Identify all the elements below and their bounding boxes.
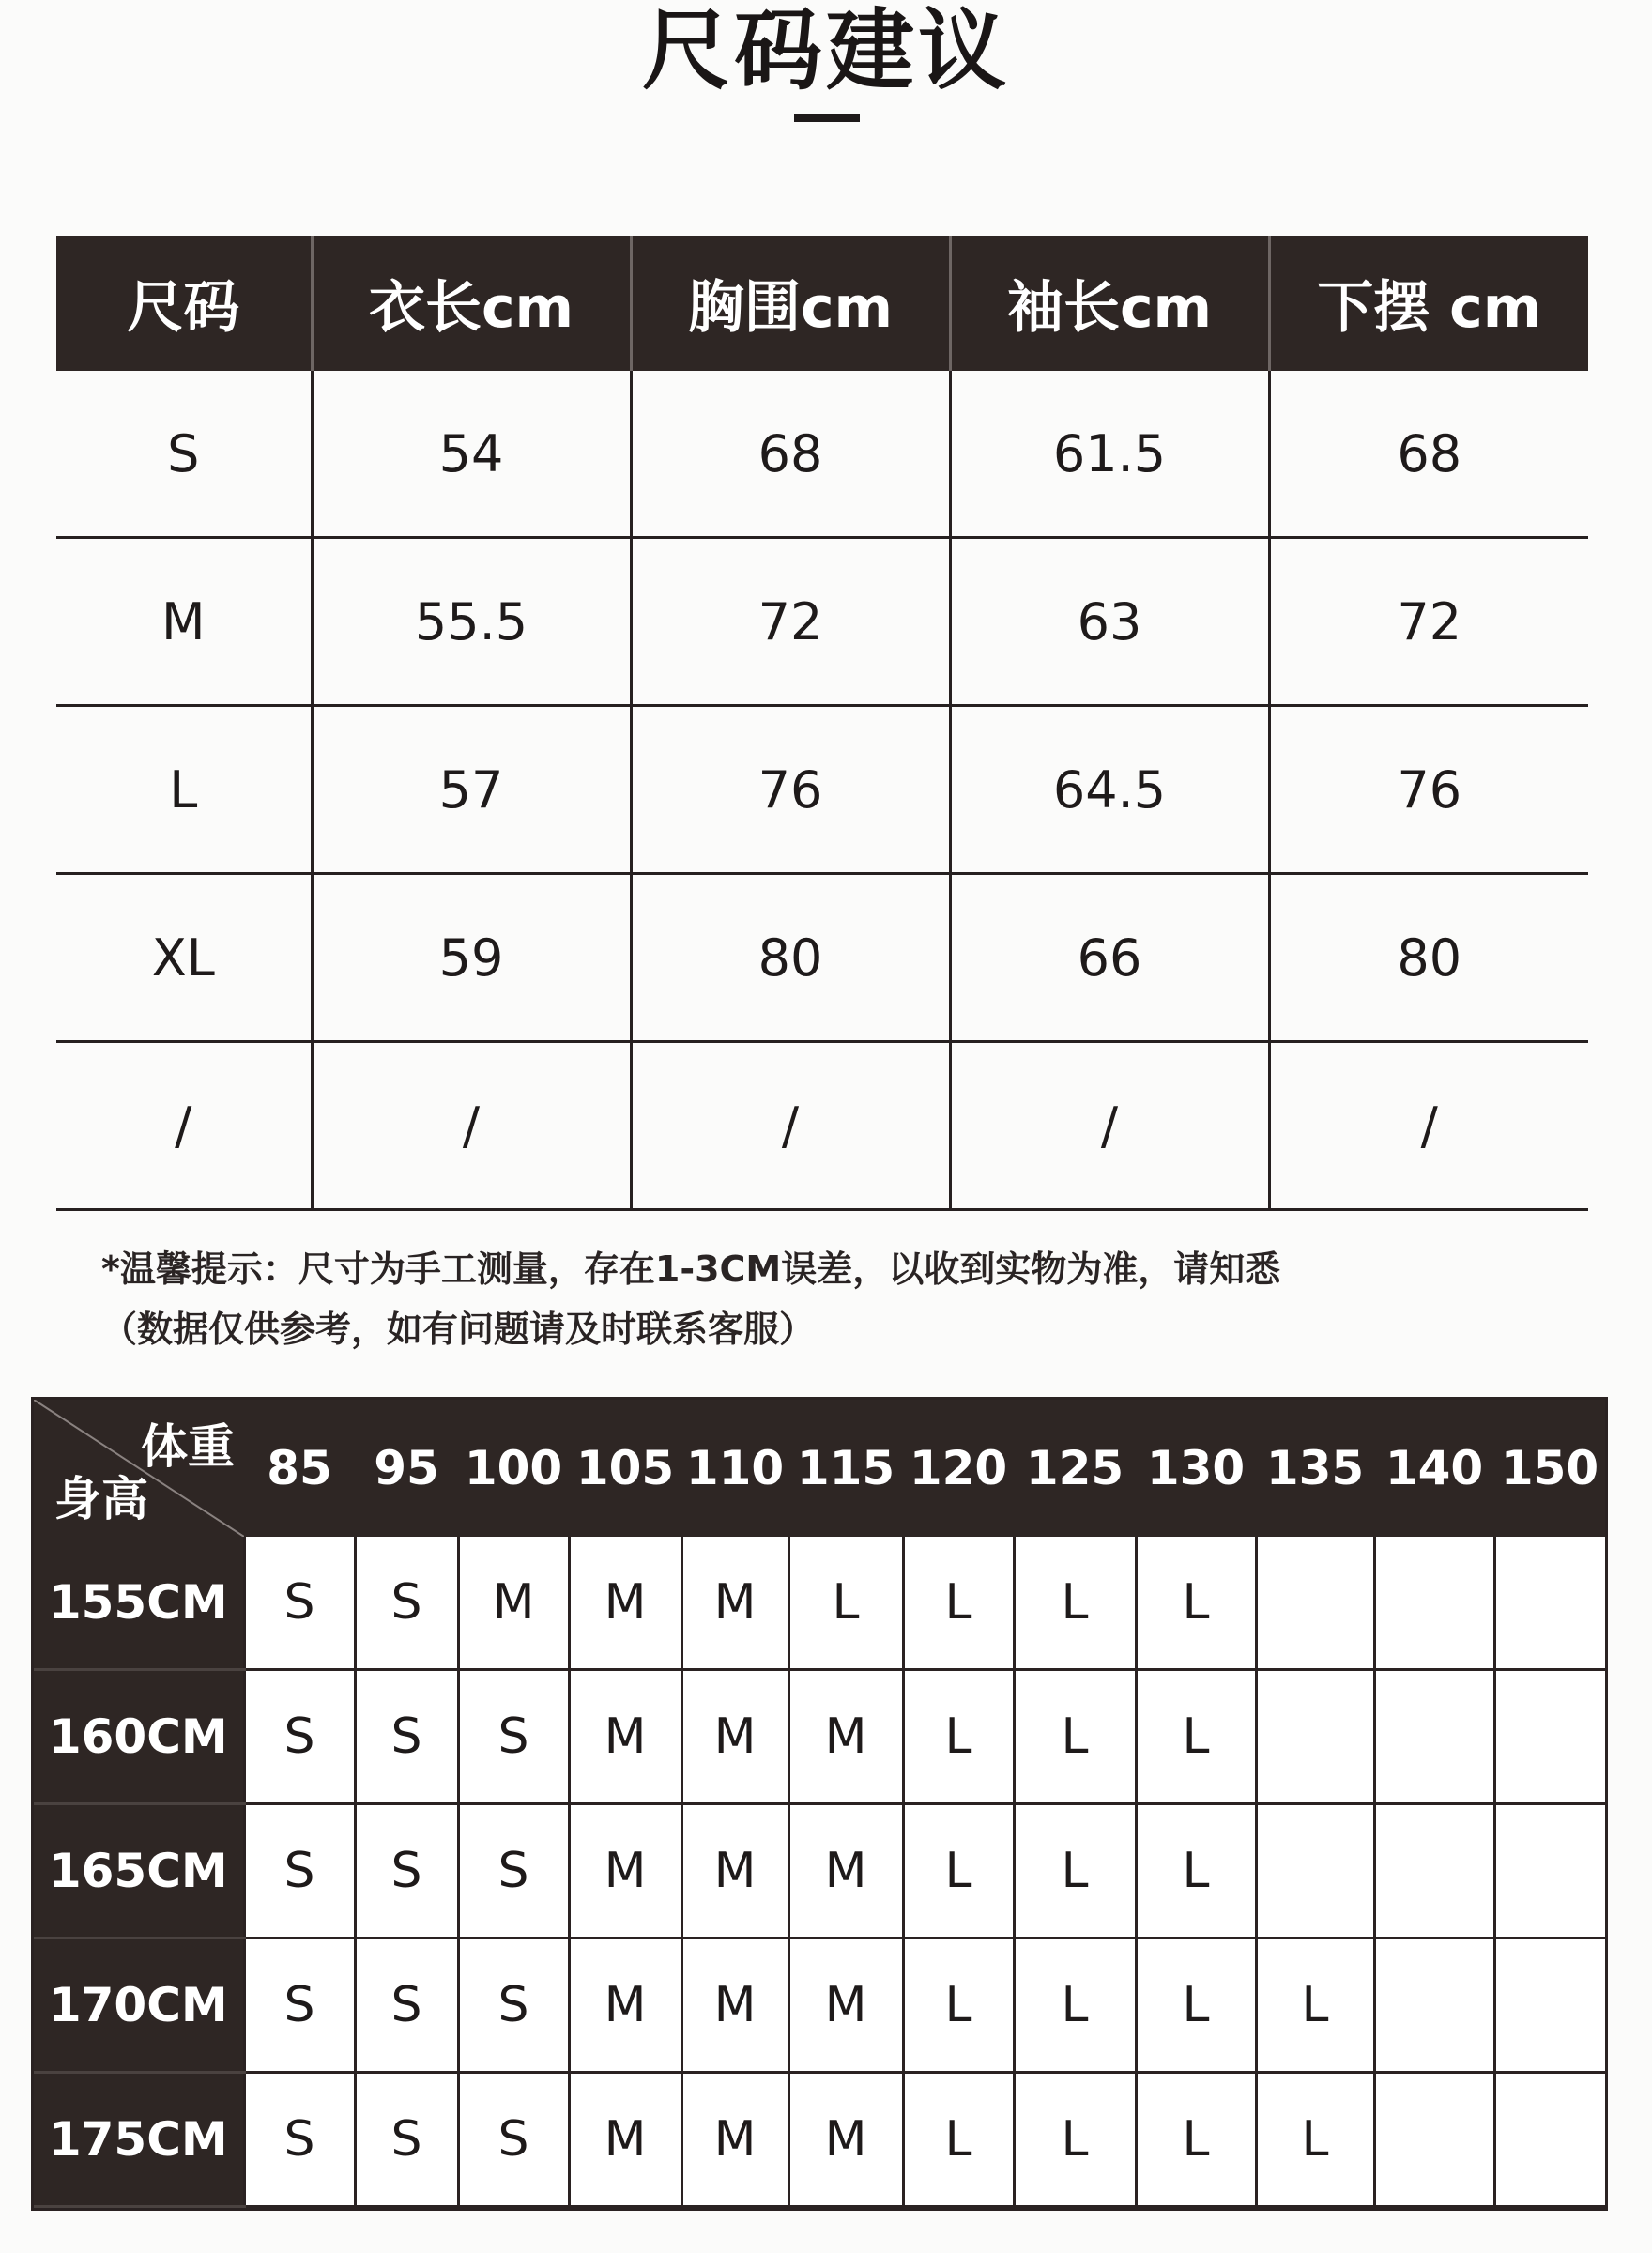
recommended-size-cell: S xyxy=(244,1670,355,1804)
note-line-2: （数据仅供参考，如有问题请及时联系客服） xyxy=(101,1309,816,1350)
weight-header: 100 xyxy=(458,1400,569,1537)
recommended-size-cell: M xyxy=(681,1939,788,2073)
height-cell: 165CM xyxy=(34,1804,244,1939)
header-length: 衣长cm xyxy=(312,236,631,371)
height-cell: 155CM xyxy=(34,1537,244,1670)
height-weight-body xyxy=(34,1537,1605,2207)
sleeve-cell: 61.5 xyxy=(950,371,1269,538)
recommended-size-cell: L xyxy=(903,1939,1014,2073)
recommended-size-cell xyxy=(1256,1670,1374,1804)
recommended-size-cell: M xyxy=(458,1537,569,1670)
weight-header: 85 xyxy=(244,1400,355,1537)
chest-cell: 72 xyxy=(631,538,950,706)
table-row xyxy=(56,538,1588,706)
header-sleeve: 袖长cm xyxy=(950,236,1269,371)
sleeve-cell: 63 xyxy=(950,538,1269,706)
weight-header: 140 xyxy=(1374,1400,1494,1537)
measurement-note xyxy=(101,1239,1280,1359)
recommended-size-cell: S xyxy=(458,2073,569,2207)
length-cell: 57 xyxy=(312,706,631,874)
recommended-size-cell: L xyxy=(903,1537,1014,1670)
chest-cell: 76 xyxy=(631,706,950,874)
recommended-size-cell xyxy=(1494,1939,1605,2073)
weight-header: 110 xyxy=(681,1400,788,1537)
recommended-size-cell: L xyxy=(1014,1537,1136,1670)
table-row xyxy=(56,1042,1588,1210)
recommended-size-cell xyxy=(1374,1804,1494,1939)
size-cell: / xyxy=(56,1042,312,1210)
recommended-size-cell xyxy=(1494,1804,1605,1939)
recommended-size-cell: L xyxy=(1136,1804,1256,1939)
recommended-size-cell xyxy=(1494,2073,1605,2207)
length-cell: / xyxy=(312,1042,631,1210)
weight-header: 150 xyxy=(1494,1400,1605,1537)
note-line-1: *温馨提示：尺寸为手工测量，存在1-3CM误差，以收到实物为准，请知悉 xyxy=(101,1249,1281,1290)
recommended-size-cell: L xyxy=(1256,2073,1374,2207)
recommended-size-cell xyxy=(1256,1537,1374,1670)
height-cell: 170CM xyxy=(34,1939,244,2073)
recommended-size-cell: M xyxy=(788,2073,903,2207)
height-cell: 175CM xyxy=(34,2073,244,2207)
recommended-size-cell: L xyxy=(1256,1939,1374,2073)
recommended-size-cell: M xyxy=(788,1670,903,1804)
recommended-size-cell: S xyxy=(244,2073,355,2207)
hem-cell: 76 xyxy=(1269,706,1588,874)
hem-cell: 72 xyxy=(1269,538,1588,706)
weight-header: 95 xyxy=(355,1400,458,1537)
recommended-size-cell: L xyxy=(903,1804,1014,1939)
recommended-size-cell: M xyxy=(569,1537,681,1670)
size-chart-header-row xyxy=(56,236,1588,371)
recommended-size-cell xyxy=(1494,1537,1605,1670)
height-weight-chart xyxy=(31,1397,1608,2211)
recommended-size-cell: M xyxy=(681,1537,788,1670)
recommended-size-cell: S xyxy=(244,1939,355,2073)
recommended-size-cell: L xyxy=(1014,2073,1136,2207)
chest-cell: 80 xyxy=(631,874,950,1042)
sleeve-cell: / xyxy=(950,1042,1269,1210)
title-underline xyxy=(794,114,860,122)
weight-header: 115 xyxy=(788,1400,903,1537)
recommended-size-cell xyxy=(1374,1537,1494,1670)
chest-cell: / xyxy=(631,1042,950,1210)
weight-header: 130 xyxy=(1136,1400,1256,1537)
recommended-size-cell: S xyxy=(355,1670,458,1804)
recommended-size-cell: L xyxy=(1136,2073,1256,2207)
recommended-size-cell: L xyxy=(1136,1670,1256,1804)
recommended-size-cell xyxy=(1256,1804,1374,1939)
recommended-size-cell: S xyxy=(355,1537,458,1670)
recommended-size-cell: S xyxy=(458,1939,569,2073)
recommended-size-cell xyxy=(1494,1670,1605,1804)
hem-cell: 80 xyxy=(1269,874,1588,1042)
recommended-size-cell: S xyxy=(244,1537,355,1670)
hem-cell: / xyxy=(1269,1042,1588,1210)
recommended-size-cell: L xyxy=(1014,1804,1136,1939)
size-cell: L xyxy=(56,706,312,874)
recommended-size-cell: S xyxy=(355,1804,458,1939)
size-cell: M xyxy=(56,538,312,706)
recommended-size-cell: M xyxy=(569,1939,681,2073)
recommended-size-cell: M xyxy=(788,1804,903,1939)
weight-header: 125 xyxy=(1014,1400,1136,1537)
table-row xyxy=(34,1804,1605,1939)
recommended-size-cell: L xyxy=(1136,1939,1256,2073)
length-cell: 55.5 xyxy=(312,538,631,706)
recommended-size-cell: S xyxy=(244,1804,355,1939)
recommended-size-cell: L xyxy=(1014,1939,1136,2073)
header-size: 尺码 xyxy=(56,236,312,371)
corner-cell xyxy=(34,1400,244,1537)
recommended-size-cell: M xyxy=(681,1670,788,1804)
recommended-size-cell: M xyxy=(788,1939,903,2073)
table-row xyxy=(56,371,1588,538)
hem-cell: 68 xyxy=(1269,371,1588,538)
table-row xyxy=(34,1939,1605,2073)
table-row xyxy=(34,1537,1605,1670)
header-chest: 胸围cm xyxy=(631,236,950,371)
weight-header: 105 xyxy=(569,1400,681,1537)
recommended-size-cell: L xyxy=(1136,1537,1256,1670)
header-hem: 下摆 cm xyxy=(1269,236,1588,371)
recommended-size-cell: M xyxy=(569,1670,681,1804)
recommended-size-cell: S xyxy=(458,1804,569,1939)
recommended-size-cell: L xyxy=(903,2073,1014,2207)
recommended-size-cell: S xyxy=(355,1939,458,2073)
recommended-size-cell: M xyxy=(569,2073,681,2207)
recommended-size-cell xyxy=(1374,2073,1494,2207)
table-row xyxy=(34,2073,1605,2207)
length-cell: 54 xyxy=(312,371,631,538)
recommended-size-cell: S xyxy=(355,2073,458,2207)
recommended-size-cell: L xyxy=(788,1537,903,1670)
length-cell: 59 xyxy=(312,874,631,1042)
recommended-size-cell: L xyxy=(903,1670,1014,1804)
recommended-size-cell: M xyxy=(569,1804,681,1939)
weight-label: 体重 xyxy=(141,1419,235,1474)
recommended-size-cell xyxy=(1374,1670,1494,1804)
height-cell: 160CM xyxy=(34,1670,244,1804)
table-row xyxy=(56,874,1588,1042)
table-row xyxy=(56,706,1588,874)
weight-header-row xyxy=(34,1400,1605,1537)
size-chart xyxy=(56,236,1588,1211)
recommended-size-cell: M xyxy=(681,1804,788,1939)
weight-header: 120 xyxy=(903,1400,1014,1537)
recommended-size-cell: S xyxy=(458,1670,569,1804)
weight-header: 135 xyxy=(1256,1400,1374,1537)
chest-cell: 68 xyxy=(631,371,950,538)
recommended-size-cell: M xyxy=(681,2073,788,2207)
recommended-size-cell: L xyxy=(1014,1670,1136,1804)
height-label: 身高 xyxy=(54,1472,148,1526)
page-title: 尺码建议 xyxy=(641,0,1010,102)
sleeve-cell: 64.5 xyxy=(950,706,1269,874)
size-cell: XL xyxy=(56,874,312,1042)
size-cell: S xyxy=(56,371,312,538)
recommended-size-cell xyxy=(1374,1939,1494,2073)
sleeve-cell: 66 xyxy=(950,874,1269,1042)
table-row xyxy=(34,1670,1605,1804)
